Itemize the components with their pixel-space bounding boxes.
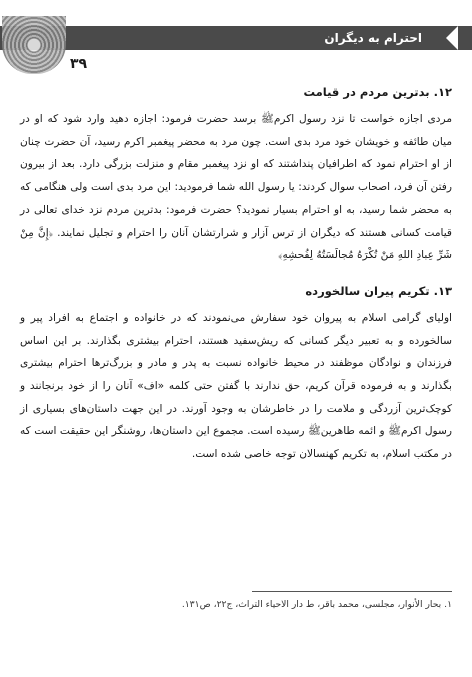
section-paragraph-12: مردی اجازه خواست تا نزد رسول اکرمﷺ برسد حضرت فرمود: اجازه دهید وارد شود که او در میان طائفه و خویشان خود مرد بدی است. چون مرد به محضر پیغمبر اکرم رسید، آن حضرت چنان از او احترام نمود که اطرافیان پنداشتند که او نزد پیغمبر مقام و منزلت بزرگی دارد. بعد از بیرون رفتن آن فرد، اصحاب سوال کردند: یا رسول الله شما فرمودید: این مرد بدی است ولی هنگامی که به محضر شما رسید، به او احترام بسیار نمودید؟ حضرت فرمود: بدترین مردم نزد خدای تعالی در قیامت کسانی هستند که دیگران از ترس آزار و شرارتشان آنان را احترام و تجلیل نمایند. ﴿إِنَّ مِنْ شَرِّ عِبادِ اللهِ مَنْ تُكْرَهُ مُجالَسَتُهُ لِفُحشِهِ﴾ [20, 113, 452, 262]
chapter-title: احترام به دیگران [324, 31, 422, 45]
chapter-arrow-icon [446, 26, 458, 50]
page-number: ۳۹ [70, 56, 88, 72]
footnote: ۱. بحار الأنوار، مجلسی، محمد باقر، ط دار الاحیاء التراث، ج۲۲، ص۱۳۱. [181, 599, 452, 610]
section-heading-12: ۱۲. بدترین مردم در قیامت [303, 85, 452, 99]
section-heading-13: ۱۳. تکریم پیران سالخورده [305, 283, 452, 298]
footnote-divider [252, 591, 452, 592]
section-paragraph-13: اولیای گرامی اسلام به پیروان خود سفارش می‌نمودند که در خانواده و اجتماع به افراد پیر و سالخورده و به تعبیر دیگر کسانی که ریش‌سفید هستند، احترام بیشتری بگذارند. بر این اساس فرزندان و نوادگان موظفند در محیط خانواده نسبت به پدر و مادر و بزرگ‌ترها احترام بیشتری بگذارند و به فرموده قرآن کریم، حق ندارند با گفتن حتی کلمه «اف» آنان را از خود برنجانند و کوچک‌ترین آزردگی و ملامت را در خاطرشان به وجود آورند. در این جهت داستان‌های بسیاری از رسول اکرمﷺ و ائمه طاهرینﷺ رسیده است. مجموع این داستان‌ها، روشنگر این حقیقت است که در مکتب اسلام، به تکریم کهنسالان توجه خاصی شده است. [20, 311, 452, 461]
ornament-decoration [2, 16, 66, 74]
page-content [20, 82, 452, 466]
